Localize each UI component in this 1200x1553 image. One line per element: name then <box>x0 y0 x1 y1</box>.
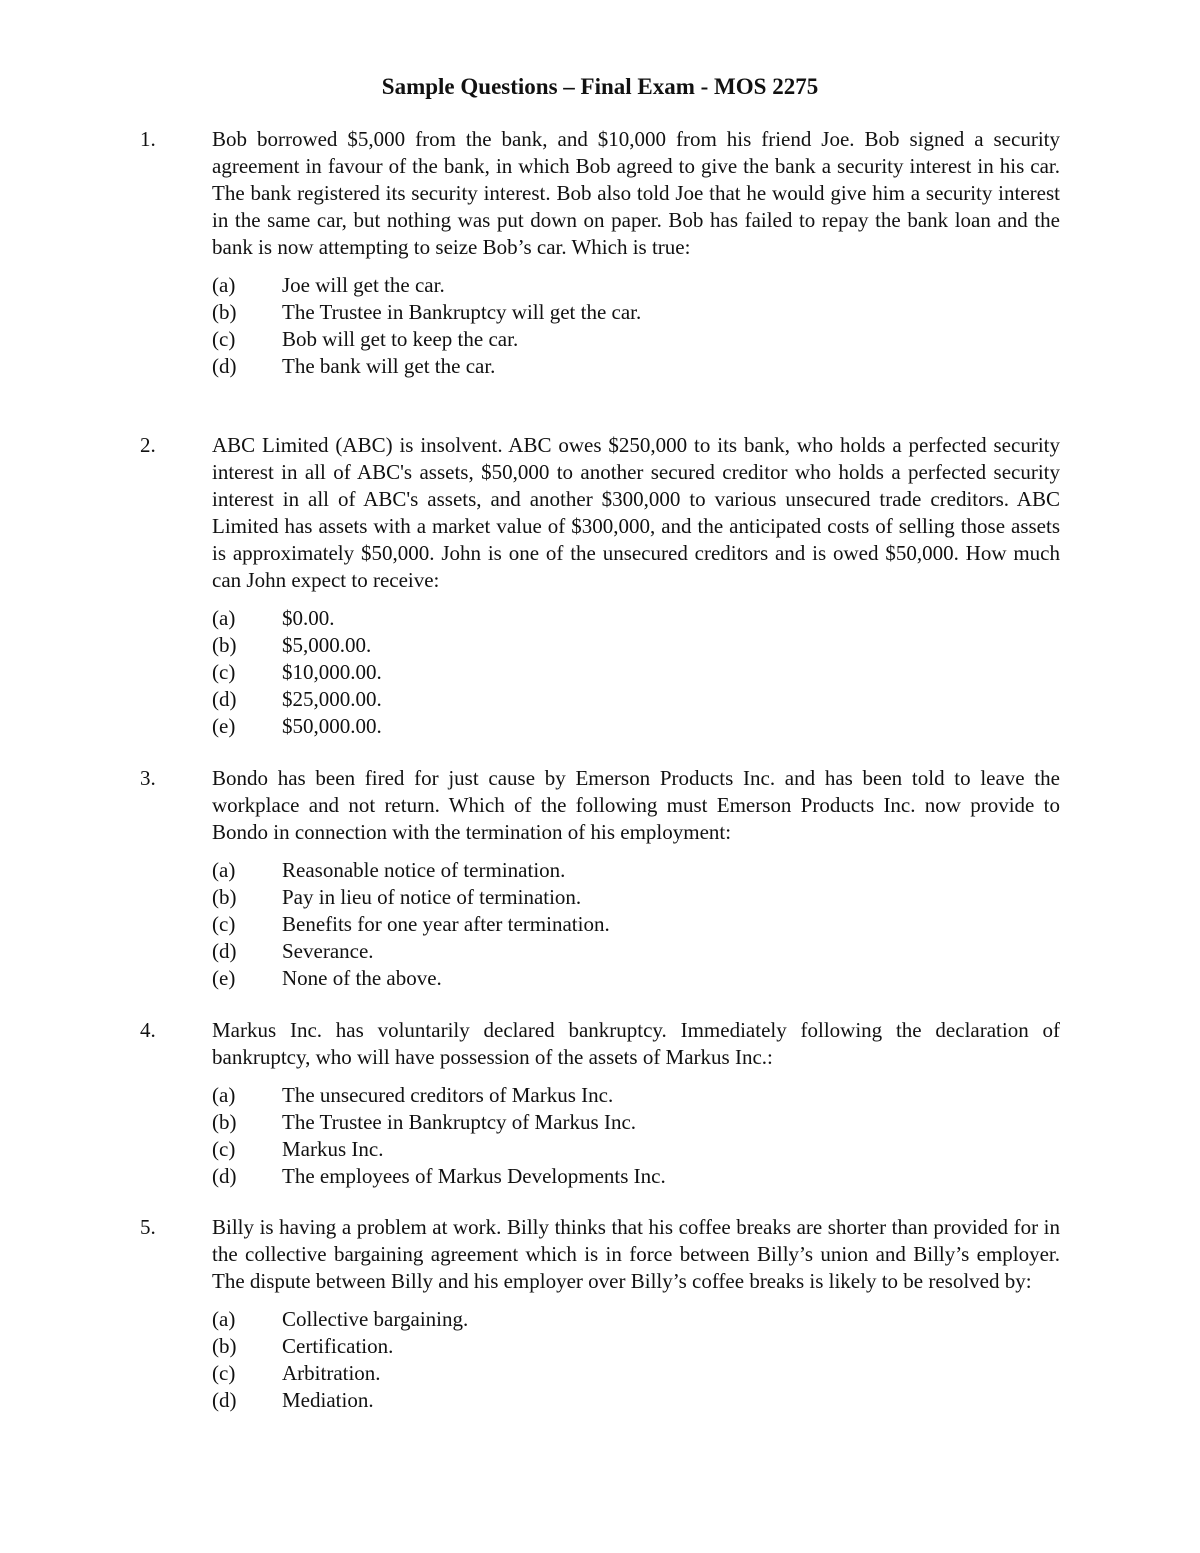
question-text: Billy is having a problem at work. Billy thinks that his coffee breaks are shorter than provided for in the collective bargaining agreement which is in force between Billy’s union and Billy’s employer. The dispute between Billy and his employer over Billy’s coffee breaks is likely to be resolved by: <box>212 1215 1060 1293</box>
answer-option <box>212 965 1060 992</box>
option-letter: (c) <box>212 1137 236 1161</box>
option-letter: (a) <box>212 858 236 882</box>
answer-options <box>212 605 1060 740</box>
answer-option <box>212 884 1060 911</box>
answer-options <box>212 857 1060 992</box>
option-text: Benefits for one year after termination. <box>282 912 610 936</box>
question-number: 1. <box>140 127 156 151</box>
question-text: Bob borrowed $5,000 from the bank, and $10,000 from his friend Joe. Bob signed a security agreement in favour of the bank, in which Bob agreed to give the bank a security interest in his car. The bank registered its security interest. Bob also told Joe that he would give him a security interest in the same car, but nothing was put down on paper. Bob has failed to repay the bank loan and the bank is now attempting to seize Bob’s car. Which is true: <box>212 127 1060 259</box>
option-text: The Trustee in Bankruptcy will get the car. <box>282 300 642 324</box>
option-text: Severance. <box>282 939 374 963</box>
option-letter: (b) <box>212 300 237 324</box>
option-text: Pay in lieu of notice of termination. <box>282 885 582 909</box>
option-letter: (c) <box>212 660 236 684</box>
answer-option <box>212 1163 1060 1190</box>
option-letter: (d) <box>212 1388 237 1412</box>
answer-option <box>212 938 1060 965</box>
answer-option <box>212 353 1060 380</box>
option-letter: (d) <box>212 354 237 378</box>
answer-option <box>212 1109 1060 1136</box>
option-letter: (c) <box>212 912 236 936</box>
answer-option <box>212 857 1060 884</box>
answer-option <box>212 272 1060 299</box>
question-number: 3. <box>140 766 156 790</box>
option-letter: (d) <box>212 1164 237 1188</box>
option-text: Markus Inc. <box>282 1137 384 1161</box>
answer-option <box>212 713 1060 740</box>
option-letter: (c) <box>212 1361 236 1385</box>
question-5 <box>140 1214 1060 1414</box>
option-letter: (b) <box>212 1334 237 1358</box>
option-text: $0.00. <box>282 606 335 630</box>
option-text: The bank will get the car. <box>282 354 496 378</box>
option-text: The unsecured creditors of Markus Inc. <box>282 1083 614 1107</box>
option-letter: (d) <box>212 687 237 711</box>
question-4 <box>140 1017 1060 1190</box>
answer-option <box>212 1306 1060 1333</box>
option-text: $50,000.00. <box>282 714 382 738</box>
question-text: ABC Limited (ABC) is insolvent. ABC owes $250,000 to its bank, who holds a perfected security interest in all of ABC's assets, $50,000 to another secured creditor who holds a perfected security interest in all of ABC's assets, and another $300,000 to various unsecured trade creditors. ABC Limited has assets with a market value of $300,000, and the anticipated costs of selling those assets is approximately $50,000. John is one of the unsecured creditors and is owed $50,000. How much can John expect to receive: <box>212 433 1060 592</box>
option-text: The employees of Markus Developments Inc. <box>282 1164 666 1188</box>
answer-option <box>212 299 1060 326</box>
answer-option <box>212 605 1060 632</box>
option-text: Bob will get to keep the car. <box>282 327 519 351</box>
answer-option <box>212 326 1060 353</box>
option-text: Mediation. <box>282 1388 374 1412</box>
question-number: 5. <box>140 1215 156 1239</box>
option-text: Collective bargaining. <box>282 1307 469 1331</box>
answer-option <box>212 632 1060 659</box>
answer-option <box>212 659 1060 686</box>
question-1 <box>140 126 1060 380</box>
option-letter: (b) <box>212 1110 237 1134</box>
option-text: Joe will get the car. <box>282 273 445 297</box>
option-text: $5,000.00. <box>282 633 372 657</box>
option-letter: (e) <box>212 966 236 990</box>
answer-option <box>212 911 1060 938</box>
answer-option <box>212 1333 1060 1360</box>
option-letter: (a) <box>212 1307 236 1331</box>
question-text: Markus Inc. has voluntarily declared bankruptcy. Immediately following the declaration of bankruptcy, who will have possession of the assets of Markus Inc.: <box>212 1018 1060 1069</box>
answer-option <box>212 1360 1060 1387</box>
option-letter: (a) <box>212 273 236 297</box>
option-letter: (a) <box>212 1083 236 1107</box>
option-letter: (b) <box>212 885 237 909</box>
option-text: $10,000.00. <box>282 660 382 684</box>
option-text: The Trustee in Bankruptcy of Markus Inc. <box>282 1110 637 1134</box>
answer-option <box>212 1136 1060 1163</box>
page-title: Sample Questions – Final Exam - MOS 2275 <box>381 74 819 99</box>
answer-options <box>212 1082 1060 1190</box>
question-3 <box>140 765 1060 992</box>
answer-option <box>212 1082 1060 1109</box>
option-text: None of the above. <box>282 966 442 990</box>
option-letter: (c) <box>212 327 236 351</box>
answer-option <box>212 1387 1060 1414</box>
option-letter: (b) <box>212 633 237 657</box>
option-letter: (d) <box>212 939 237 963</box>
answer-options <box>212 272 1060 380</box>
option-text: Reasonable notice of termination. <box>282 858 566 882</box>
option-text: $25,000.00. <box>282 687 382 711</box>
question-number: 2. <box>140 433 156 457</box>
question-2 <box>140 432 1060 740</box>
answer-options <box>212 1306 1060 1414</box>
option-letter: (a) <box>212 606 236 630</box>
answer-option <box>212 686 1060 713</box>
option-text: Arbitration. <box>282 1361 381 1385</box>
question-text: Bondo has been fired for just cause by Emerson Products Inc. and has been told to leave the workplace and not return. Which of the following must Emerson Products Inc. now provide to Bondo in connection with the termination of his employment: <box>212 766 1060 844</box>
option-letter: (e) <box>212 714 236 738</box>
option-text: Certification. <box>282 1334 394 1358</box>
question-number: 4. <box>140 1018 156 1042</box>
